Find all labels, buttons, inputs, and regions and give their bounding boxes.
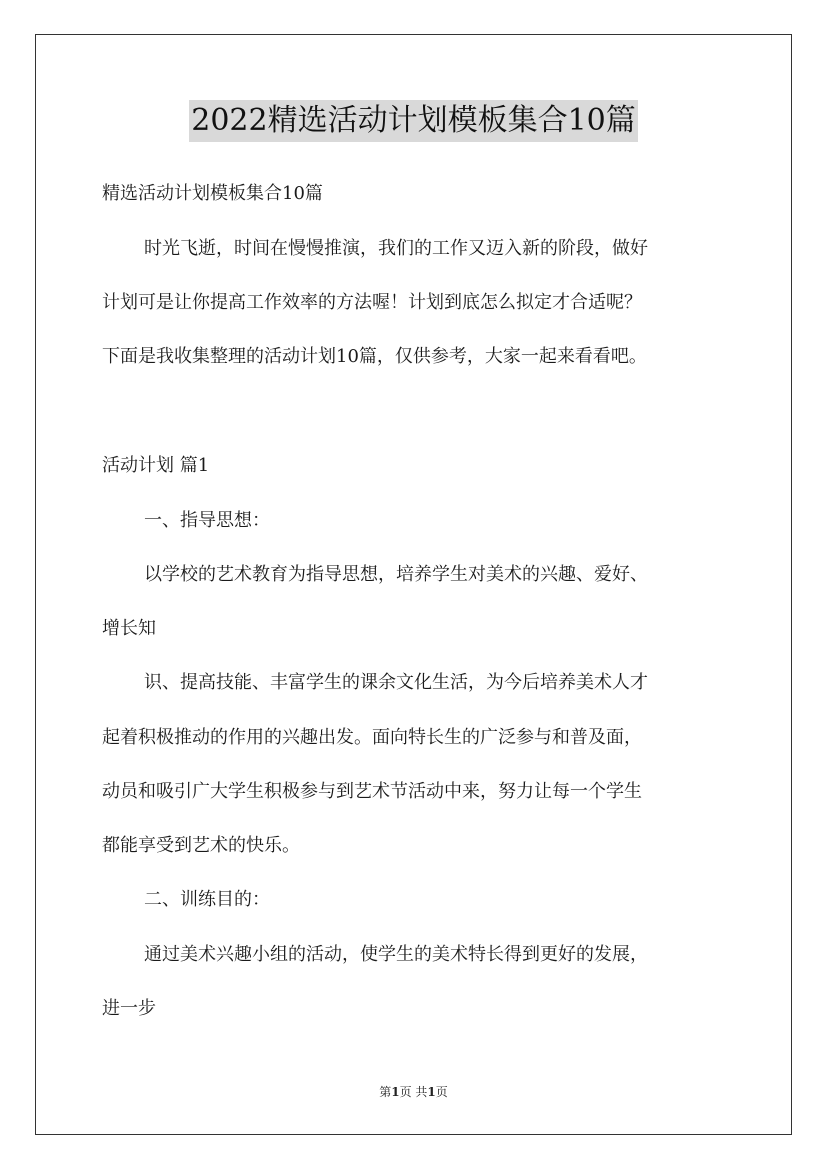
paragraph-2-line-3: 动员和吸引广大学生积极参与到艺术节活动中来，努力让每一个学生 (102, 781, 642, 802)
footer-prefix: 第 (379, 1085, 392, 1099)
section-heading: 活动计划 篇1 (102, 455, 210, 476)
paragraph-2-line-4: 都能享受到艺术的快乐。 (102, 835, 300, 856)
page-footer (0, 1084, 827, 1100)
paragraph-1-line-2: 增长知 (102, 618, 156, 639)
footer-suffix: 页 (435, 1085, 448, 1099)
intro-line-3: 下面是我收集整理的活动计划10篇，仅供参考，大家一起来看看吧。 (102, 346, 647, 367)
paragraph-3-line-2: 进一步 (102, 998, 156, 1019)
footer-page-number: 1 (391, 1085, 400, 1099)
paragraph-2-line-1: 识、提高技能、丰富学生的课余文化生活，为今后培养美术人才 (144, 672, 648, 693)
paragraph-1-line-1: 以学校的艺术教育为指导思想，培养学生对美术的兴趣、爱好、 (144, 564, 648, 585)
heading-guiding-ideology: 一、指导思想： (144, 510, 270, 531)
document-subtitle: 精选活动计划模板集合10篇 (102, 183, 323, 204)
intro-line-1: 时光飞逝，时间在慢慢推演，我们的工作又迈入新的阶段，做好 (144, 238, 648, 259)
footer-total-pages: 1 (427, 1085, 436, 1099)
document-title: 2022精选活动计划模板集合10篇 (189, 100, 638, 142)
paragraph-3-line-1: 通过美术兴趣小组的活动，使学生的美术特长得到更好的发展， (144, 944, 648, 965)
footer-mid: 页 共 (399, 1085, 428, 1099)
title-container (0, 100, 827, 142)
intro-line-2: 计划可是让你提高工作效率的方法喔！计划到底怎么拟定才合适呢？ (102, 292, 642, 313)
heading-training-purpose: 二、训练目的： (144, 889, 270, 910)
paragraph-2-line-2: 起着积极推动的作用的兴趣出发。面向特长生的广泛参与和普及面， (102, 727, 642, 748)
